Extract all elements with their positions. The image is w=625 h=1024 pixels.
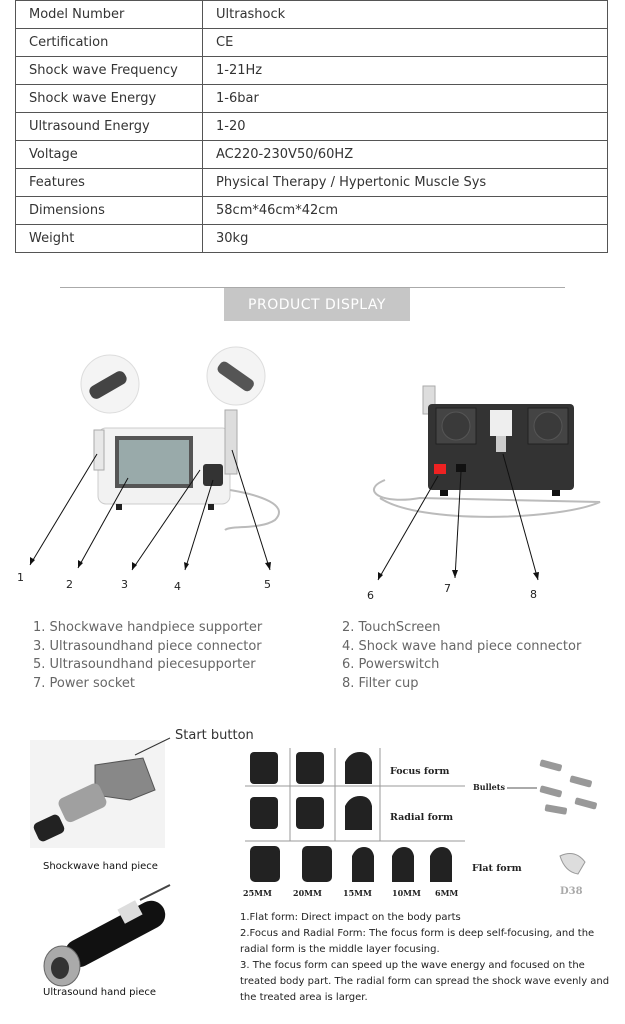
size-label: 10MM bbox=[392, 888, 421, 898]
transmitter-icon bbox=[392, 847, 414, 882]
note-item: 2.Focus and Radial Form: The focus form is deep self-focusing, and the radial form is the middle layer focusing. bbox=[240, 928, 595, 955]
table-row bbox=[16, 225, 608, 253]
callout-8: 8 bbox=[530, 588, 537, 601]
spec-value: 1-21Hz bbox=[203, 57, 608, 85]
transmitter-icon bbox=[250, 846, 280, 882]
radial-form-label: Radial form bbox=[390, 812, 454, 823]
callout-6: 6 bbox=[367, 589, 374, 602]
notes bbox=[240, 910, 610, 1006]
spec-value: 1-20 bbox=[203, 113, 608, 141]
size-label: 20MM bbox=[293, 888, 322, 898]
spec-key: Ultrasound Energy bbox=[16, 113, 203, 141]
note-item: 3. The focus form can speed up the wave energy and focused on the treated body part. The radial form can spread the shock wave evenly and the treated area is larger. bbox=[240, 960, 610, 1003]
transmitter-icon bbox=[352, 847, 374, 882]
size-label: 15MM bbox=[343, 888, 372, 898]
table-row bbox=[16, 113, 608, 141]
size-label: 25MM bbox=[243, 888, 272, 898]
spec-key: Voltage bbox=[16, 141, 203, 169]
table-row bbox=[16, 29, 608, 57]
legend-left bbox=[33, 619, 262, 693]
ultrasound-label: Ultrasound hand piece bbox=[43, 987, 157, 998]
spec-key: Shock wave Frequency bbox=[16, 57, 203, 85]
spec-value: 58cm*46cm*42cm bbox=[203, 197, 608, 225]
spec-key: Weight bbox=[16, 225, 203, 253]
spec-value: 30kg bbox=[203, 225, 608, 253]
product-diagram bbox=[0, 330, 625, 610]
transmitter-icon bbox=[345, 752, 372, 784]
d38-label: D38 bbox=[560, 886, 583, 897]
spec-value: Physical Therapy / Hypertonic Muscle Sys bbox=[203, 169, 608, 197]
note-item: 1.Flat form: Direct impact on the body parts bbox=[240, 912, 461, 923]
callout-5: 5 bbox=[264, 578, 271, 591]
spec-key: Certification bbox=[16, 29, 203, 57]
table-row bbox=[16, 141, 608, 169]
spec-key: Dimensions bbox=[16, 197, 203, 225]
legend-item: 7. Power socket bbox=[33, 675, 136, 691]
spec-value: Ultrashock bbox=[203, 1, 608, 29]
shockwave-label: Shockwave hand piece bbox=[43, 861, 158, 872]
legend-item: 8. Filter cup bbox=[342, 675, 419, 691]
legend-item: 2. TouchScreen bbox=[342, 620, 441, 635]
legend-item: 4. Shock wave hand piece connector bbox=[342, 638, 582, 654]
legend-item: 5. Ultrasoundhand piecesupporter bbox=[33, 657, 256, 672]
section-banner: PRODUCT DISPLAY bbox=[224, 288, 410, 321]
callout-1: 1 bbox=[17, 571, 24, 584]
device-front-illustration bbox=[81, 347, 279, 530]
table-row bbox=[16, 85, 608, 113]
callout-2: 2 bbox=[66, 578, 73, 591]
spec-value: CE bbox=[203, 29, 608, 57]
transmitter-icon bbox=[250, 797, 278, 829]
start-button-label: Start button bbox=[175, 728, 254, 743]
table-row bbox=[16, 57, 608, 85]
device-back-illustration bbox=[374, 386, 600, 517]
legend-item: 3. Ultrasoundhand piece connector bbox=[33, 638, 262, 654]
transmitter-icon bbox=[302, 846, 332, 882]
spec-key: Features bbox=[16, 169, 203, 197]
focus-form-label: Focus form bbox=[390, 766, 450, 777]
spec-table bbox=[15, 0, 608, 253]
size-label: 6MM bbox=[435, 888, 459, 898]
table-row bbox=[16, 169, 608, 197]
legend-right bbox=[342, 619, 581, 693]
bullets-icon bbox=[539, 759, 597, 815]
bullets-label: Bullets bbox=[473, 782, 505, 792]
table-row bbox=[16, 197, 608, 225]
transmitter-icon bbox=[345, 796, 372, 830]
spec-key: Shock wave Energy bbox=[16, 85, 203, 113]
spec-key: Model Number bbox=[16, 1, 203, 29]
flat-form-label: Flat form bbox=[472, 863, 522, 874]
callout-7: 7 bbox=[444, 582, 451, 595]
callout-3: 3 bbox=[121, 578, 128, 591]
transmitter-icon bbox=[250, 752, 278, 784]
legend-item: 1. Shockwave handpiece supporter bbox=[33, 620, 263, 635]
spec-value: 1-6bar bbox=[203, 85, 608, 113]
table-row bbox=[16, 1, 608, 29]
spec-value: AC220-230V50/60HZ bbox=[203, 141, 608, 169]
d38-icon bbox=[560, 854, 585, 874]
transmitter-icon bbox=[296, 752, 324, 784]
transmitter-icon bbox=[296, 797, 324, 829]
transmitter-icon bbox=[430, 847, 452, 882]
legend-item: 6. Powerswitch bbox=[342, 657, 440, 672]
callout-4: 4 bbox=[174, 580, 181, 593]
